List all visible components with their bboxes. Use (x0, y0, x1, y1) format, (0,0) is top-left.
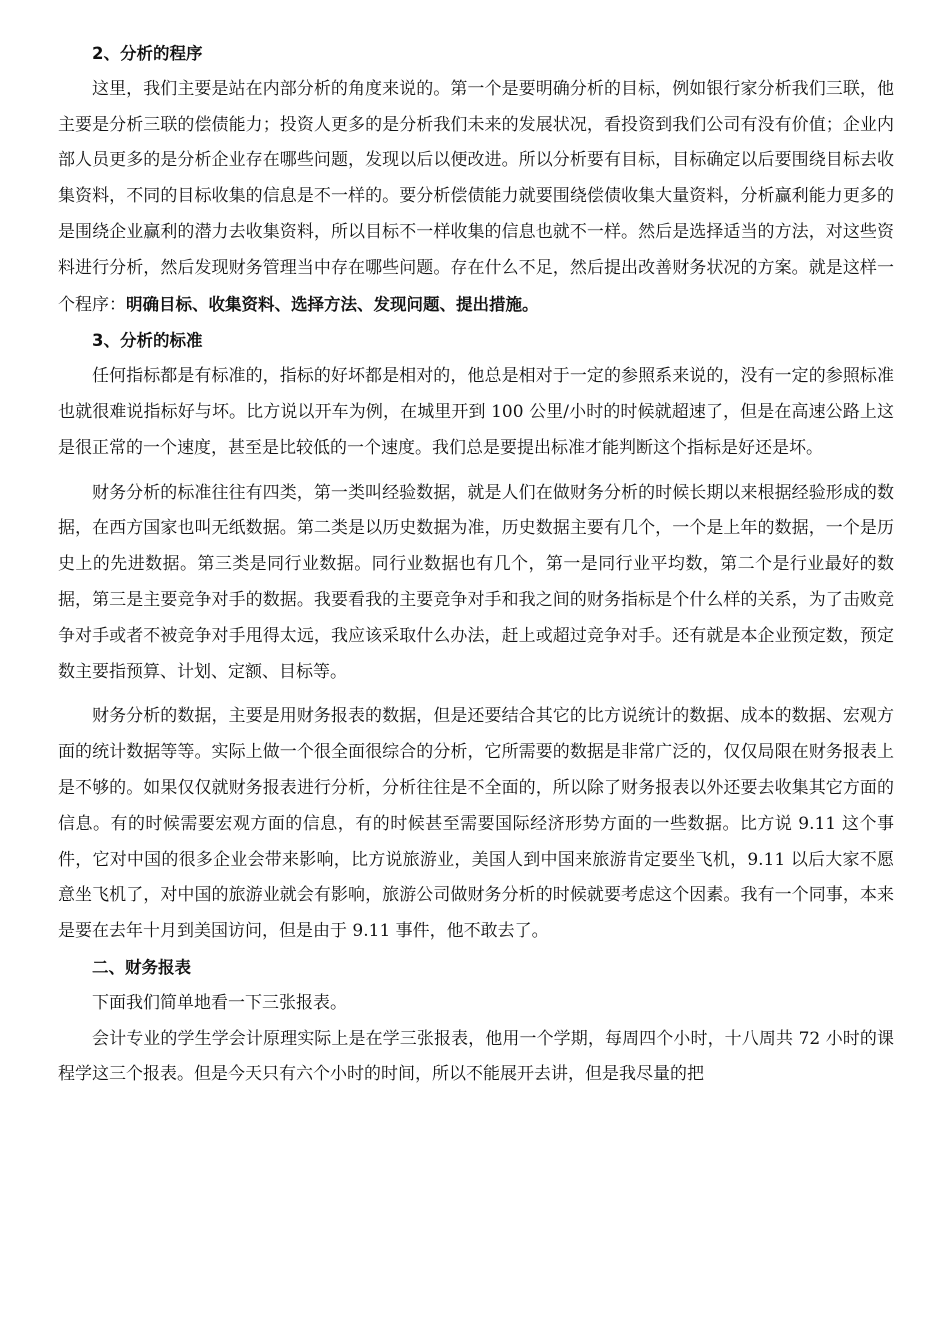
paragraph-statements-intro: 下面我们简单地看一下三张报表。 (92, 992, 347, 1013)
section-heading-financial-statements: 二、财务报表 (92, 957, 191, 977)
paragraph-statements-course: 会计专业的学生学会计原理实际上是在学三张报表，他用一个学期，每周四个小时，十八周共 72 小时的课程学这三个报表。但是今天只有六个小时的时间，所以不能展开去讲，但是我尽量的把 (58, 1028, 894, 1085)
bold-summary-text: 明确目标、收集资料、选择方法、发现问题、提出措施。 (126, 294, 539, 314)
paragraph-text: 这里，我们主要是站在内部分析的角度来说的。第一个是要明确分析的目标，例如银行家分析我们三联，他主要是分析三联的偿债能力；投资人更多的是分析我们未来的发展状况，看投资到我们公司有没有价值；企业内部人员更多的是分析企业存在哪些问题，发现以后以便改进。所以分析要有目标，目标确定以后要围绕目标去收集资料，不同的目标收集的信息是不一样的。要分析偿债能力就要围绕偿债收集大量资料，分析赢利能力更多的是围绕企业赢利的潜力去收集资料，所以目标不一样收集的信息也就不一样。然后是选择适当的方法，对这些资料进行分析，然后发现财务管理当中存在哪些问题。存在什么不足，然后提出改善财务状况的方案。就是这样一个程序： (58, 78, 894, 315)
section-heading-analysis-procedure: 2、分析的程序 (92, 44, 203, 63)
paragraph-analysis-procedure (58, 72, 894, 324)
document-page (58, 36, 894, 1093)
paragraph-analysis-data: 财务分析的数据，主要是用财务报表的数据，但是还要结合其它的比方说统计的数据、成本的数据、宏观方面的统计数据等等。实际上做一个很全面很综合的分析，它所需要的数据是非常广泛的，仅仅局限在财务报表上是不够的。如果仅仅就财务报表进行分析，分析往往是不全面的，所以除了财务报表以外还要去收集其它方面的信息。有的时候需要宏观方面的信息，有的时候甚至需要国际经济形势方面的一些数据。比方说 9.11 这个事件，它对中国的很多企业会带来影响，比方说旅游业，美国人到中国来旅游肯定要坐飞机，9.11 以后大家不愿意坐飞机了，对中国的旅游业就会有影响，旅游公司做财务分析的时候就要考虑这个因素。我有一个同事，本来是要在去年十月到美国访问，但是由于 9.11 事件，他不敢去了。 (58, 706, 894, 942)
paragraph-standard-intro: 任何指标都是有标准的，指标的好坏都是相对的，他总是相对于一定的参照系来说的，没有一定的参照标准也就很难说指标好与坏。比方说以开车为例，在城里开到 100 公里/小时的时候就超速了，但是在高速公路上这是很正常的一个速度，甚至是比较低的一个速度。我们总是要提出标准才能判断这个指标是好还是坏。 (58, 366, 894, 458)
paragraph-standard-types: 财务分析的标准往往有四类，第一类叫经验数据，就是人们在做财务分析的时候长期以来根据经验形成的数据，在西方国家也叫无纸数据。第二类是以历史数据为准，历史数据主要有几个，一个是上年的数据，一个是历史上的先进数据。第三类是同行业数据。同行业数据也有几个，第一是同行业平均数，第二个是行业最好的数据，第三是主要竞争对手的数据。我要看我的主要竞争对手和我之间的财务指标是个什么样的关系，为了击败竞争对手或者不被竞争对手甩得太远，我应该采取什么办法，赶上或超过竞争对手。还有就是本企业预定数，预定数主要指预算、计划、定额、目标等。 (58, 482, 894, 682)
section-heading-analysis-standard: 3、分析的标准 (92, 331, 203, 351)
